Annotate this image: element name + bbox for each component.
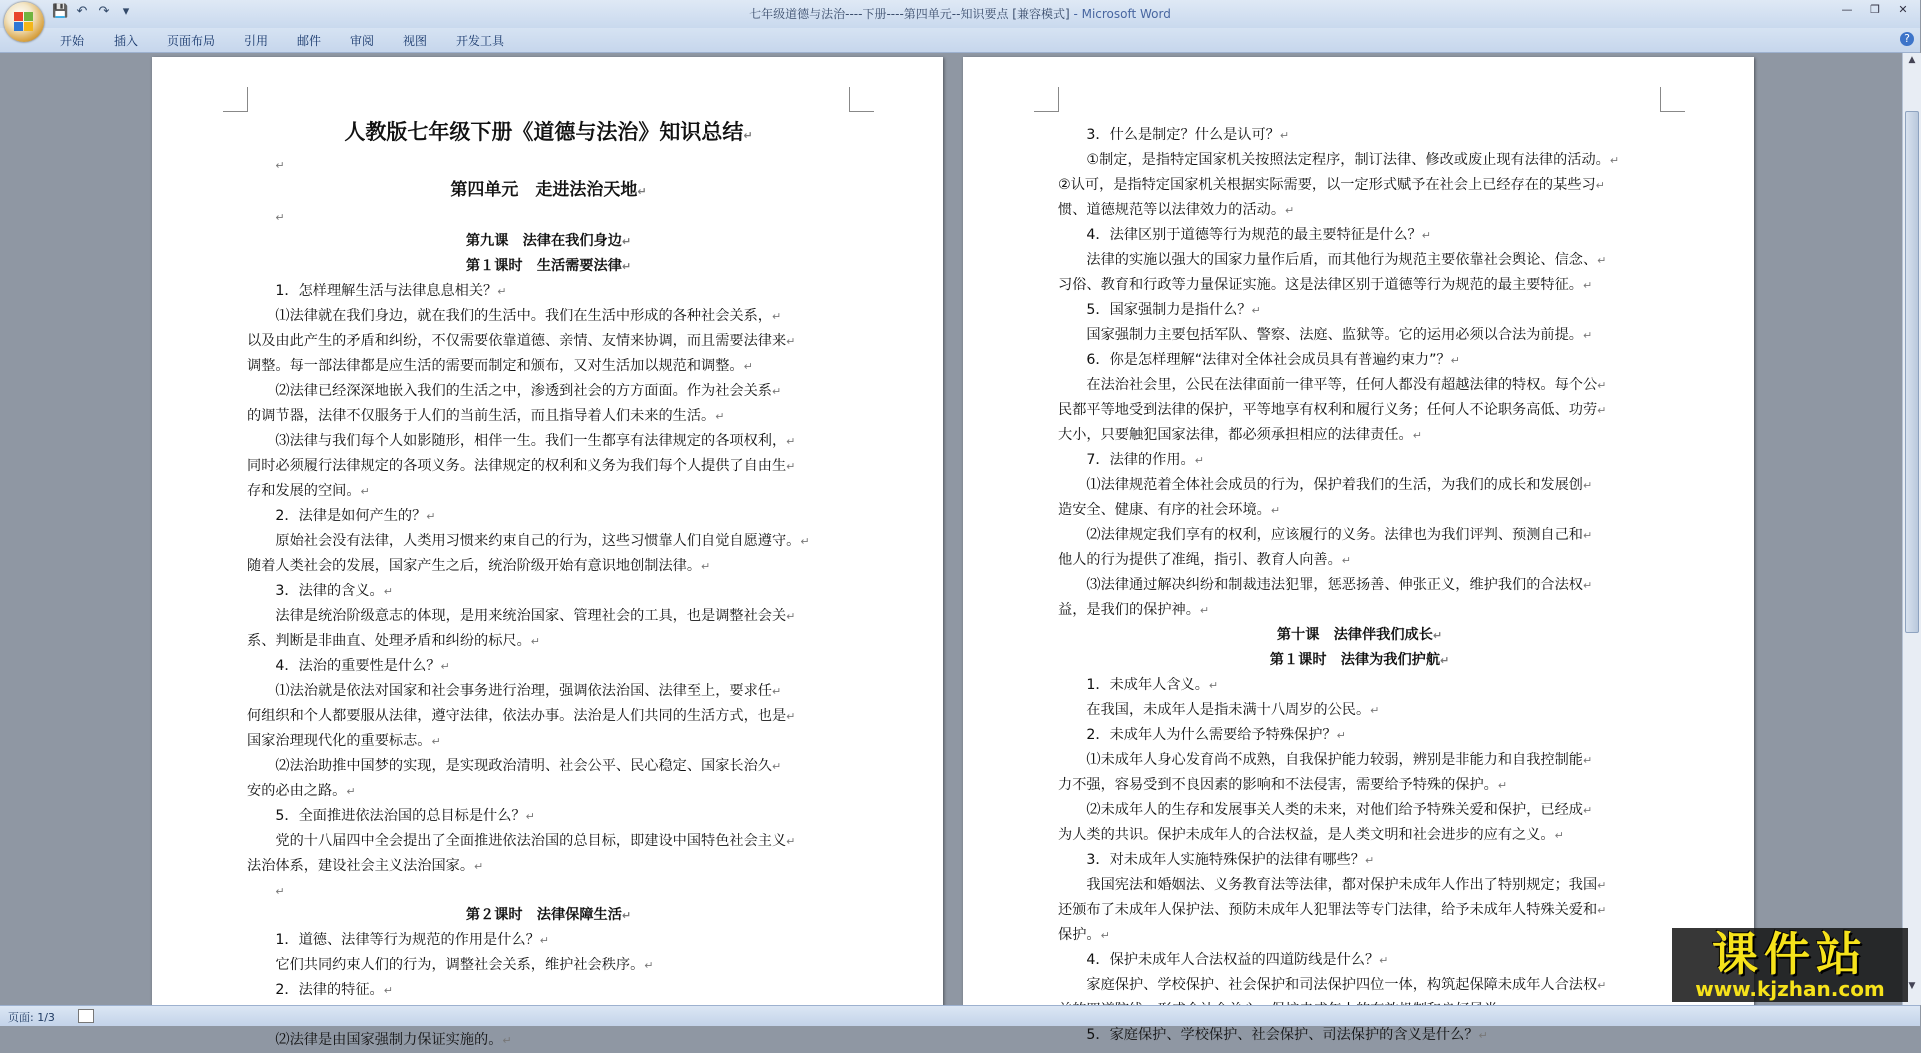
paragraph-mark-icon: ↵ (1251, 304, 1261, 317)
paragraph-mark-icon: ↵ (275, 159, 285, 172)
paragraph-mark-icon: ↵ (1597, 404, 1607, 417)
paragraph-line[interactable]: 系、判断是非曲直、处理矛盾和纠纷的标尺。↵ (247, 633, 540, 649)
paragraph-line[interactable]: 1．怎样理解生活与法律息息相关？↵ (275, 283, 507, 299)
save-icon[interactable]: 💾 (52, 4, 69, 19)
paragraph-line[interactable]: 保护。↵ (1058, 927, 1110, 943)
paragraph-mark-icon: ↵ (1270, 504, 1281, 517)
paragraph-line[interactable]: 安的必由之路。↵ (247, 783, 356, 799)
undo-icon[interactable]: ↶ (76, 4, 88, 19)
paragraph-mark-icon: ↵ (539, 934, 550, 947)
page-counter[interactable]: 页面: 1/3 (8, 1011, 55, 1024)
lesson-heading[interactable]: 第１课时 法律为我们护航↵ (1269, 652, 1450, 668)
paragraph-mark-icon: ↵ (502, 1034, 512, 1047)
paragraph-mark-icon: ↵ (1582, 329, 1593, 342)
paragraph-mark-icon: ↵ (1497, 779, 1508, 792)
tab-view[interactable]: 视图 (403, 34, 428, 48)
paragraph-mark-icon: ↵ (621, 260, 632, 273)
paragraph-line[interactable]: 5．家庭保护、学校保护、社会保护、司法保护的含义是什么？↵ (1086, 1027, 1488, 1043)
crop-mark (223, 87, 248, 112)
paragraph-line[interactable]: 国家强制力主要包括军队、警察、法庭、监狱等。它的运用必须以合法为前提。↵ (1086, 327, 1593, 343)
paragraph-line[interactable]: 造安全、健康、有序的社会环境。↵ (1058, 502, 1281, 518)
proofing-icon[interactable] (78, 1009, 94, 1023)
paragraph-mark-icon: ↵ (1336, 729, 1346, 742)
paragraph-line[interactable]: ⑶法律通过解决纠纷和制裁违法犯罪，惩恶扬善、伸张正义，维护我们的合法权↵ (1086, 577, 1593, 593)
paragraph-mark-icon: ↵ (1582, 279, 1593, 292)
paragraph-line[interactable]: 4．保护未成年人合法权益的四道防线是什么？↵ (1086, 952, 1389, 968)
paragraph-mark-icon: ↵ (1370, 704, 1380, 717)
paragraph-mark-icon: ↵ (1412, 429, 1422, 442)
paragraph-line[interactable]: 习俗、教育和行政等力量保证实施。这是法律区别于道德等行为规范的最主要特征。↵ (1058, 277, 1593, 293)
paragraph-line[interactable]: 随着人类社会的发展，国家产生之后，统治阶级开始有意识地创制法律。↵ (247, 558, 711, 574)
paragraph-line[interactable]: 他人的行为提供了准绳，指引、教育人向善。↵ (1058, 552, 1351, 568)
paragraph-line[interactable]: 为人类的共识。保护未成年人的合法权益，是人类文明和社会进步的应有之义。↵ (1058, 827, 1564, 843)
paragraph-mark-icon: ↵ (621, 909, 632, 922)
paragraph-line[interactable]: 它们共同约束人们的行为，调整社会关系，维护社会秩序。↵ (275, 957, 654, 973)
close-icon[interactable]: ✕ (1898, 3, 1908, 16)
paragraph-line[interactable]: 力不强，容易受到不良因素的影响和不法侵害，需要给予特殊的保护。↵ (1058, 777, 1508, 793)
paragraph-mark-icon: ↵ (497, 285, 507, 298)
empty-paragraph[interactable] (247, 153, 850, 177)
paragraph-line[interactable]: ⑴未成年人身心发育尚不成熟，自我保护能力较弱，辨别是非能力和自我控制能↵ (1086, 752, 1593, 768)
tab-page-layout[interactable]: 页面布局 (167, 34, 216, 48)
watermark-logo (1672, 928, 1908, 1002)
tab-review[interactable]: 审阅 (350, 34, 375, 48)
paragraph-line[interactable]: 2．法律的特征。↵ (275, 982, 393, 998)
paragraph-line[interactable]: ⑶法律与我们每个人如影随形，相伴一生。我们一生都享有法律规定的各项权利，↵ (275, 433, 796, 449)
paragraph-line[interactable]: ⑵未成年人的生存和发展事关人类的未来，对他们给予特殊关爱和保护，已经成↵ (1086, 802, 1593, 818)
office-logo-icon (14, 12, 34, 32)
paragraph-mark-icon: ↵ (1208, 679, 1219, 692)
window-title: 七年级道德与法治----下册----第四单元--知识要点 [兼容模式] - Microsoft Word (749, 7, 1171, 21)
paragraph-line[interactable]: 国家治理现代化的重要标志。↵ (247, 733, 441, 749)
document-title[interactable]: 人教版七年级下册《道德与法治》知识总结↵ (344, 120, 753, 144)
paragraph-mark-icon: ↵ (346, 785, 356, 798)
vertical-scrollbar[interactable] (1902, 53, 1921, 1005)
paragraph-line[interactable]: 7．法律的作用。↵ (1086, 452, 1204, 468)
paragraph-line[interactable]: 3．什么是制定？什么是认可？↵ (1086, 127, 1290, 143)
scroll-down-icon[interactable]: ▼ (1908, 981, 1916, 991)
paragraph-line[interactable]: 3．法律的含义。↵ (275, 583, 393, 599)
paragraph-mark-icon: ↵ (275, 211, 285, 224)
paragraph-mark-icon: ↵ (383, 984, 393, 997)
paragraph-mark-icon: ↵ (786, 460, 796, 473)
paragraph-line[interactable]: 存和发展的空间。↵ (247, 483, 370, 499)
empty-paragraph[interactable] (247, 205, 850, 229)
tab-home[interactable]: 开始 (60, 34, 85, 48)
status-bar (0, 1005, 1920, 1026)
unit-heading[interactable]: 第四单元 走进法治天地↵ (450, 180, 647, 200)
paragraph-mark-icon: ↵ (786, 610, 796, 623)
paragraph-mark-icon: ↵ (1279, 129, 1290, 142)
paragraph-line[interactable]: 原始社会没有法律，人类用习惯来约束自己的行为，这些习惯靠人们自觉自愿遵守。↵ (275, 533, 810, 549)
crop-mark (1660, 87, 1685, 112)
watermark-url: www.kjzhan.com (1695, 977, 1885, 1001)
lesson-heading[interactable]: 第２课时 法律保障生活↵ (465, 907, 632, 923)
paragraph-line[interactable]: 惯、道德规范等以法律效力的活动。↵ (1058, 202, 1295, 218)
window-controls (1834, 2, 1916, 18)
paragraph-mark-icon: ↵ (621, 235, 632, 248)
paragraph-line[interactable]: 以及由此产生的矛盾和纠纷，不仅需要依靠道德、亲情、友情来协调，而且需要法律来↵ (247, 333, 796, 349)
document-page-2[interactable] (963, 57, 1754, 1043)
page-2-text[interactable] (1058, 123, 1661, 1048)
paragraph-mark-icon: ↵ (1379, 954, 1389, 967)
paragraph-mark-icon: ↵ (743, 129, 753, 142)
paragraph-line[interactable]: ②认可，是指特定国家机关根据实际需要，以一定形式赋予在社会上已经存在的某些习↵ (1058, 177, 1605, 193)
scroll-up-icon[interactable]: ▲ (1908, 55, 1916, 65)
paragraph-mark-icon: ↵ (1597, 979, 1607, 992)
paragraph-mark-icon: ↵ (1597, 904, 1607, 917)
paragraph-mark-icon: ↵ (771, 310, 782, 323)
paragraph-mark-icon: ↵ (786, 835, 796, 848)
paragraph-mark-icon: ↵ (1554, 829, 1564, 842)
paragraph-line[interactable]: 5．国家强制力是指什么？↵ (1086, 302, 1261, 318)
paragraph-mark-icon: ↵ (743, 360, 753, 373)
paragraph-mark-icon: ↵ (1597, 254, 1607, 267)
paragraph-mark-icon: ↵ (431, 735, 441, 748)
paragraph-line[interactable]: 4．法治的重要性是什么？↵ (275, 658, 450, 674)
tab-mailings[interactable]: 邮件 (297, 34, 322, 48)
paragraph-line[interactable]: 2．法律是如何产生的？↵ (275, 508, 436, 524)
paragraph-line[interactable]: 同时必须履行法律规定的各项义务。法律规定的权利和义务为我们每个人提供了自由生↵ (247, 458, 796, 474)
paragraph-mark-icon: ↵ (800, 535, 810, 548)
crop-mark (1034, 87, 1059, 112)
lesson-heading[interactable]: 第１课时 生活需要法律↵ (465, 258, 632, 274)
paragraph-line[interactable]: 在我国，未成年人是指未满十八周岁的公民。↵ (1086, 702, 1380, 718)
crop-mark (849, 87, 874, 112)
paragraph-mark-icon: ↵ (1450, 354, 1460, 367)
paragraph-line[interactable]: 1．道德、法律等行为规范的作用是什么？↵ (275, 932, 550, 948)
paragraph-mark-icon: ↵ (1199, 604, 1210, 617)
paragraph-mark-icon: ↵ (771, 385, 782, 398)
help-icon[interactable]: ? (1900, 32, 1914, 46)
paragraph-mark-icon: ↵ (786, 335, 796, 348)
paragraph-line[interactable]: ⑵法律是由国家强制力保证实施的。↵ (275, 1032, 512, 1048)
scrollbar-thumb[interactable] (1905, 111, 1919, 633)
page-1-text[interactable] (247, 115, 850, 1053)
empty-paragraph[interactable] (247, 879, 850, 903)
paragraph-mark-icon: ↵ (1609, 154, 1620, 167)
paragraph-mark-icon: ↵ (644, 959, 654, 972)
paragraph-mark-icon: ↵ (440, 660, 450, 673)
lesson-heading[interactable]: 第十课 法律伴我们成长↵ (1276, 627, 1443, 643)
paragraph-mark-icon: ↵ (1440, 654, 1450, 667)
paragraph-mark-icon: ↵ (1582, 479, 1593, 492)
paragraph-mark-icon: ↵ (771, 760, 782, 773)
paragraph-line[interactable]: 1．未成年人含义。↵ (1086, 677, 1219, 693)
paragraph-mark-icon: ↵ (1364, 854, 1375, 867)
paragraph-mark-icon: ↵ (1595, 179, 1605, 192)
paragraph-mark-icon: ↵ (1421, 229, 1431, 242)
paragraph-mark-icon: ↵ (786, 710, 796, 723)
paragraph-line[interactable]: 4．法律区别于道德等行为规范的最主要特征是什么？↵ (1086, 227, 1431, 243)
paragraph-mark-icon: ↵ (771, 685, 782, 698)
paragraph-mark-icon: ↵ (1582, 754, 1593, 767)
paragraph-mark-icon: ↵ (525, 810, 535, 823)
paragraph-line[interactable]: 大小，只要触犯国家法律，都必须承担相应的法律责任。↵ (1058, 427, 1422, 443)
paragraph-line[interactable]: ①制定，是指特定国家机关按照法定程序，制订法律、修改或废止现有法律的活动。↵ (1086, 152, 1620, 168)
lesson-heading[interactable]: 第九课 法律在我们身边↵ (465, 233, 632, 249)
paragraph-line[interactable]: ⑴法治就是依法对国家和社会事务进行治理，强调依法治国、法律至上，要求任↵ (275, 683, 782, 699)
paragraph-line[interactable]: ⑴法律就在我们身边，就在我们的生活中。我们在生活中形成的各种社会关系，↵ (275, 308, 782, 324)
paragraph-line[interactable]: 法治体系，建设社会主义法治国家。↵ (247, 858, 484, 874)
paragraph-mark-icon: ↵ (1478, 1029, 1488, 1042)
paragraph-mark-icon: ↵ (1597, 879, 1607, 892)
paragraph-line[interactable]: 家庭保护、学校保护、社会保护和司法保护四位一体，构筑起保障未成年人合法权↵ (1086, 977, 1607, 993)
paragraph-line[interactable]: 党的十八届四中全会提出了全面推进依法治国的总目标，即建设中国特色社会主义↵ (275, 833, 796, 849)
paragraph-line[interactable]: 民都平等地受到法律的保护，平等地享有权利和履行义务；任何人不论职务高低、功劳↵ (1058, 402, 1607, 418)
paragraph-line[interactable]: ⑴法律规范着全体社会成员的行为，保护着我们的生活，为我们的成长和发展创↵ (1086, 477, 1593, 493)
paragraph-mark-icon: ↵ (383, 585, 393, 598)
paragraph-line[interactable]: 调整。每一部法律都是应生活的需要而制定和颁布，又对生活加以规范和调整。↵ (247, 358, 753, 374)
title-bar (0, 0, 1920, 28)
paragraph-line[interactable]: ⑵法律已经深深地嵌入我们的生活之中，渗透到社会的方方面面。作为社会关系↵ (275, 383, 782, 399)
tab-references[interactable]: 引用 (244, 34, 269, 48)
paragraph-mark-icon: ↵ (426, 510, 436, 523)
paragraph-mark-icon: ↵ (637, 185, 647, 198)
paragraph-line[interactable]: 我国宪法和婚姻法、义务教育法等法律，都对保护未成年人作出了特别规定；我国↵ (1086, 877, 1607, 893)
paragraph-mark-icon: ↵ (715, 410, 725, 423)
minimize-icon[interactable]: — (1841, 3, 1853, 16)
paragraph-line[interactable]: 法律是统治阶级意志的体现，是用来统治国家、管理社会的工具，也是调整社会关↵ (275, 608, 796, 624)
customize-toolbar-icon[interactable]: ▾ (122, 4, 130, 19)
paragraph-mark-icon: ↵ (1432, 629, 1443, 642)
watermark-title: 课件站 (1712, 927, 1868, 981)
ribbon-tab-bar (0, 28, 1920, 53)
paragraph-line[interactable]: 的调节器，法律不仅服务于人们的当前生活，而且指导着人们未来的生活。↵ (247, 408, 725, 424)
paragraph-line[interactable]: ⑵法律规定我们享有的权利，应该履行的义务。法律也为我们评判、预测自己和↵ (1086, 527, 1593, 543)
paragraph-mark-icon: ↵ (275, 885, 285, 898)
tab-developer[interactable]: 开发工具 (456, 34, 505, 48)
paragraph-line[interactable]: 法律的实施以强大的国家力量作后盾，而其他行为规范主要依靠社会舆论、信念、↵ (1086, 252, 1607, 268)
document-page-1[interactable] (152, 57, 943, 1048)
paragraph-mark-icon: ↵ (360, 485, 370, 498)
paragraph-mark-icon: ↵ (530, 635, 540, 648)
office-button[interactable] (4, 2, 44, 42)
paragraph-mark-icon: ↵ (1194, 454, 1204, 467)
paragraph-mark-icon: ↵ (474, 860, 484, 873)
paragraph-mark-icon: ↵ (1285, 204, 1295, 217)
paragraph-mark-icon: ↵ (1582, 804, 1593, 817)
paragraph-mark-icon: ↵ (786, 435, 796, 448)
restore-icon[interactable]: ❐ (1870, 3, 1880, 16)
paragraph-line[interactable]: 2．未成年人为什么需要给予特殊保护？↵ (1086, 727, 1346, 743)
paragraph-line[interactable]: 何组织和个人都要服从法律，遵守法律，依法办事。法治是人们共同的生活方式，也是↵ (247, 708, 796, 724)
paragraph-line[interactable]: 在法治社会里，公民在法律面前一律平等，任何人都没有超越法律的特权。每个公↵ (1086, 377, 1607, 393)
paragraph-mark-icon: ↵ (1582, 529, 1593, 542)
paragraph-line[interactable]: 5．全面推进依法治国的总目标是什么？↵ (275, 808, 535, 824)
paragraph-mark-icon: ↵ (1597, 379, 1607, 392)
paragraph-mark-icon: ↵ (1100, 929, 1110, 942)
paragraph-line[interactable]: ⑵法治助推中国梦的实现，是实现政治清明、社会公平、民心稳定、国家长治久↵ (275, 758, 782, 774)
paragraph-line[interactable]: 6．你是怎样理解“法律对全体社会成员具有普遍约束力”？↵ (1086, 352, 1460, 368)
paragraph-mark-icon: ↵ (1341, 554, 1351, 567)
paragraph-line[interactable]: 益，是我们的保护神。↵ (1058, 602, 1210, 618)
tab-insert[interactable]: 插入 (114, 34, 139, 48)
paragraph-mark-icon: ↵ (701, 560, 711, 573)
redo-icon[interactable]: ↷ (98, 4, 110, 19)
paragraph-line[interactable]: 还颁布了未成年人保护法、预防未成年人犯罪法等专门法律，给予未成年人特殊关爱和↵ (1058, 902, 1607, 918)
paragraph-mark-icon: ↵ (1582, 579, 1593, 592)
paragraph-line[interactable]: 3．对未成年人实施特殊保护的法律有哪些？↵ (1086, 852, 1375, 868)
